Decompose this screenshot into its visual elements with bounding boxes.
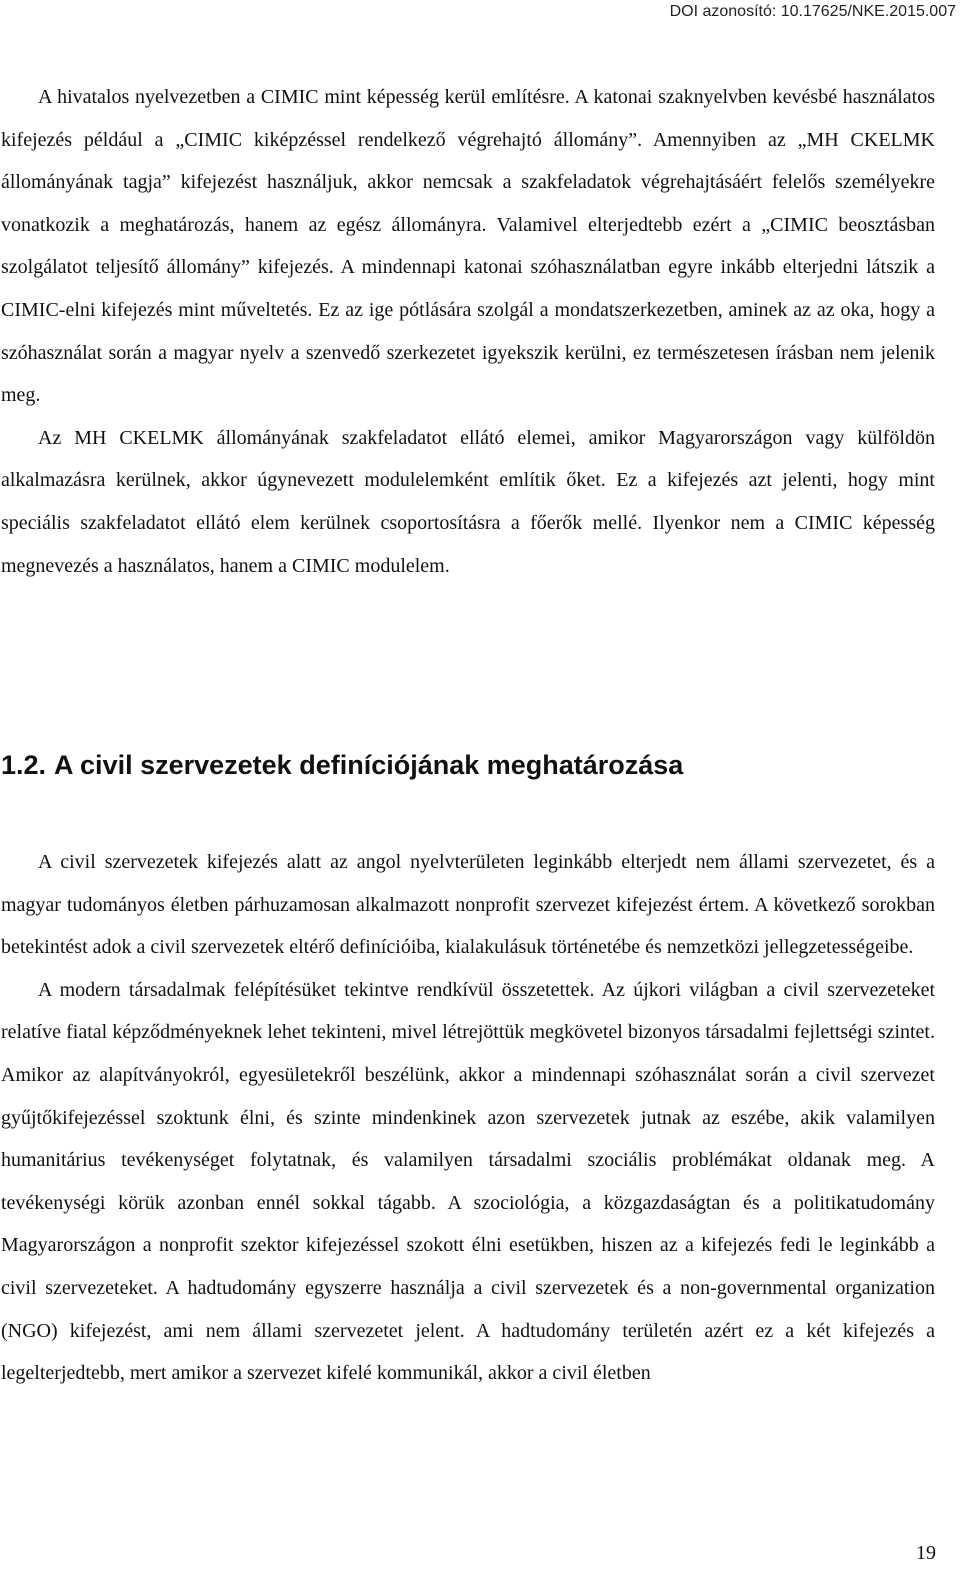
section-number: 1.2.	[1, 750, 47, 780]
page-number: 19	[916, 1542, 936, 1564]
paragraph: A modern társadalmak felépítésüket tekintve rendkívül összetettek. Az újkori világban a civil szervezeteket relatíve fiatal képződményeknek lehet tekinteni, mivel létrejöttük megkövetel bizonyos társadalmi fejlettségi szintet. Amikor az alapítványokról, egyesületekről beszélünk, akkor a mindennapi szóhasználat során a civil szervezet gyűjtőkifejezéssel szoktunk élni, és szinte mindenkinek azon szervezetek jutnak az eszébe, akik valamilyen humanitárius tevékenységet folytatnak, és valamilyen társadalmi szociális problémákat oldanak meg. A tevékenységi körük azonban ennél sokkal tágabb. A szociológia, a közgazdaságtan és a politikatudomány Magyarországon a nonprofit szektor kifejezéssel szokott élni esetükben, hiszen az a kifejezés fedi le leginkább a civil szervezeteket. A hadtudomány egyszerre használja a civil szervezetek és a non-governmental organization (NGO) kifejezést, ami nem állami szervezetet jelent. A hadtudomány területén azért ez a két kifejezés a legelterjedtebb, mert amikor a szervezet kifelé kommunikál, akkor a civil életben	[1, 978, 935, 1385]
doi-identifier: DOI azonosító: 10.17625/NKE.2015.007	[669, 3, 956, 20]
paragraph: A hivatalos nyelvezetben a CIMIC mint képesség kerül említésre. A katonai szaknyelvben kevésbé használatos kifejezés például a „CIMIC kiképzéssel rendelkező végrehajtó állomány”. Amennyiben az „MH CKELMK állományának tagja” kifejezést használjuk, akkor nemcsak a szakfeladatok végrehajtásáért felelős személyekre vonatkozik a meghatározás, hanem az egész állományra. Valamivel elterjedtebb ezért a „CIMIC beosztásban szolgálatot teljesítő állomány” kifejezés. A mindennapi katonai szóhasználatban egyre inkább elterjedni látszik a CIMIC-elni kifejezés mint műveltetés. Ez az ige pótlására szolgál a mondatszerkezetben, aminek az az oka, hogy a szóhasználat során a magyar nyelv a szenvedő szerkezetet igyekszik kerülni, ez természetesen írásban nem jelenik meg.	[1, 86, 935, 407]
section-a-body	[1, 76, 935, 587]
paragraph: Az MH CKELMK állományának szakfeladatot ellátó elemei, amikor Magyarországon vagy külföldön alkalmazásra kerülnek, akkor úgynevezett modulelemként említik őket. Ez a kifejezés azt jelenti, hogy mint speciális szakfeladatot ellátó elem kerülnek csoportosításra a főerők mellé. Ilyenkor nem a CIMIC képesség megnevezés a használatos, hanem a CIMIC modulelem.	[1, 426, 935, 577]
section-title: A civil szervezetek definíciójának meghatározása	[54, 750, 684, 780]
section-heading	[1, 742, 683, 788]
paragraph: A civil szervezetek kifejezés alatt az angol nyelvterületen leginkább elterjedt nem állami szervezetet, és a magyar tudományos életben párhuzamosan alkalmazott nonprofit szervezet kifejezést értem. A következő sorokban betekintést adok a civil szervezetek eltérő definícióiba, kialakulásuk történetébe és nemzetközi jellegzetességeibe.	[1, 851, 935, 959]
section-b-body	[1, 841, 935, 1395]
